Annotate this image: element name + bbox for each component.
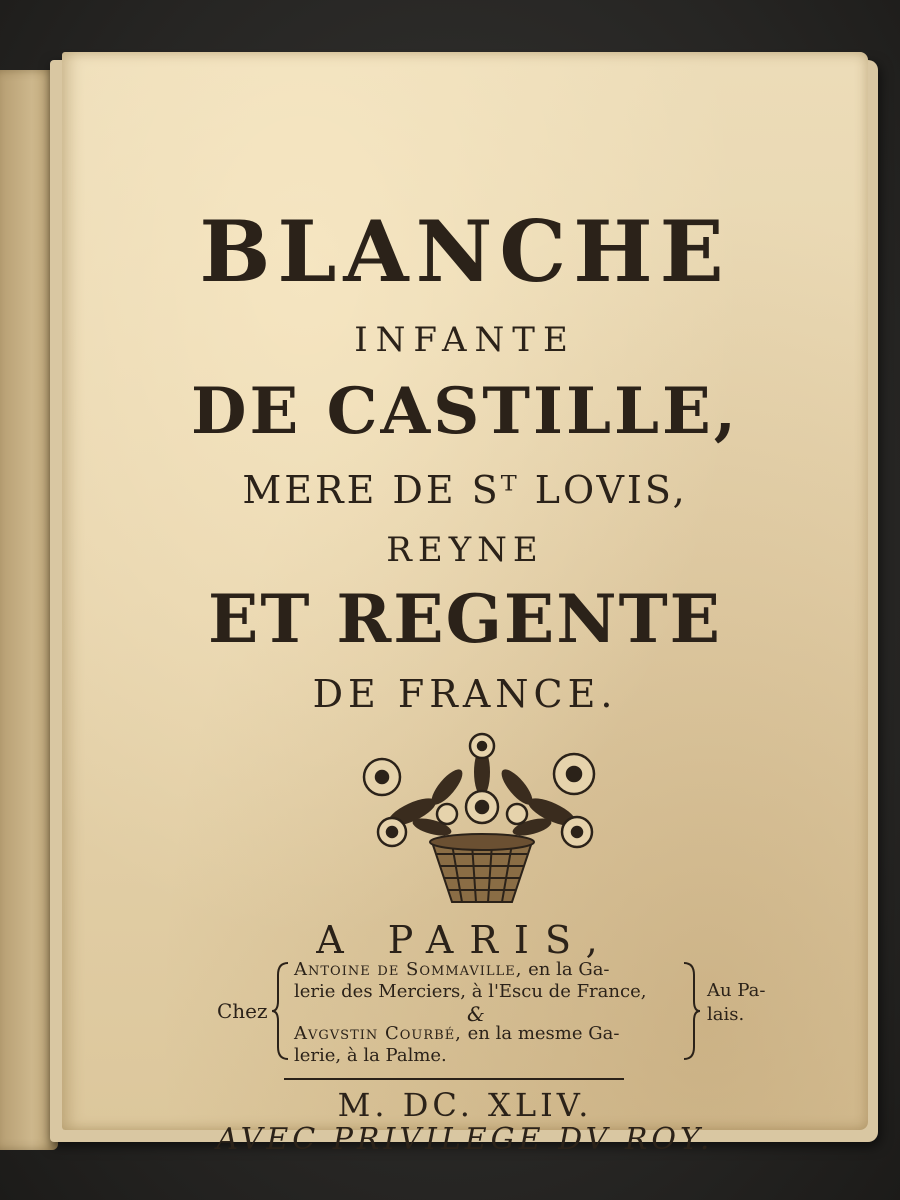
publisher-2-address-b: lerie, à la Palme. — [294, 1045, 447, 1066]
publisher-1-address-a: en la Ga- — [522, 959, 610, 980]
title-reyne: REYNE — [386, 530, 544, 570]
title-infante: INFANTE — [354, 320, 576, 360]
title-et-regente: ET REGENTE — [208, 580, 722, 658]
royal-privilege: AVEC PRIVILEGE DV ROY. — [216, 1122, 714, 1157]
imprint-chez: Chez — [217, 999, 268, 1023]
publisher-2-address-a: en la mesme Ga- — [461, 1023, 620, 1044]
au-palais-line-2: lais. — [707, 1004, 745, 1025]
au-palais-line-1: Au Pa- — [707, 980, 766, 1001]
title-mere-de-st-louis: MERE DE Sᵀ LOVIS, — [242, 468, 688, 512]
horizontal-rule — [284, 1078, 624, 1080]
right-brace-icon — [682, 961, 702, 1061]
title-de-castille: DE CASTILLE, — [191, 374, 739, 449]
imprint-block — [62, 957, 868, 1077]
title-blanche: BLANCHE — [199, 202, 731, 301]
title-page — [62, 52, 868, 1157]
publisher-1-address-b: lerie des Merciers, à l'Escu de France, — [294, 981, 647, 1002]
imprint-ampersand: & — [467, 1002, 485, 1026]
imprint-au-palais — [707, 979, 787, 1027]
title-de-france: DE FRANCE. — [312, 672, 618, 716]
imprint-place: A PARIS, — [316, 918, 614, 962]
publisher-1-name: Antoine de Sommaville, — [294, 959, 523, 980]
publication-date: M. DC. XLIV. — [337, 1086, 593, 1124]
publisher-2 — [294, 1023, 684, 1067]
publisher-1 — [294, 959, 684, 1003]
left-brace-icon — [270, 961, 290, 1061]
flower-basket-woodcut-icon — [352, 732, 612, 912]
publisher-2-name: Avgvstin Courbé, — [294, 1023, 462, 1044]
